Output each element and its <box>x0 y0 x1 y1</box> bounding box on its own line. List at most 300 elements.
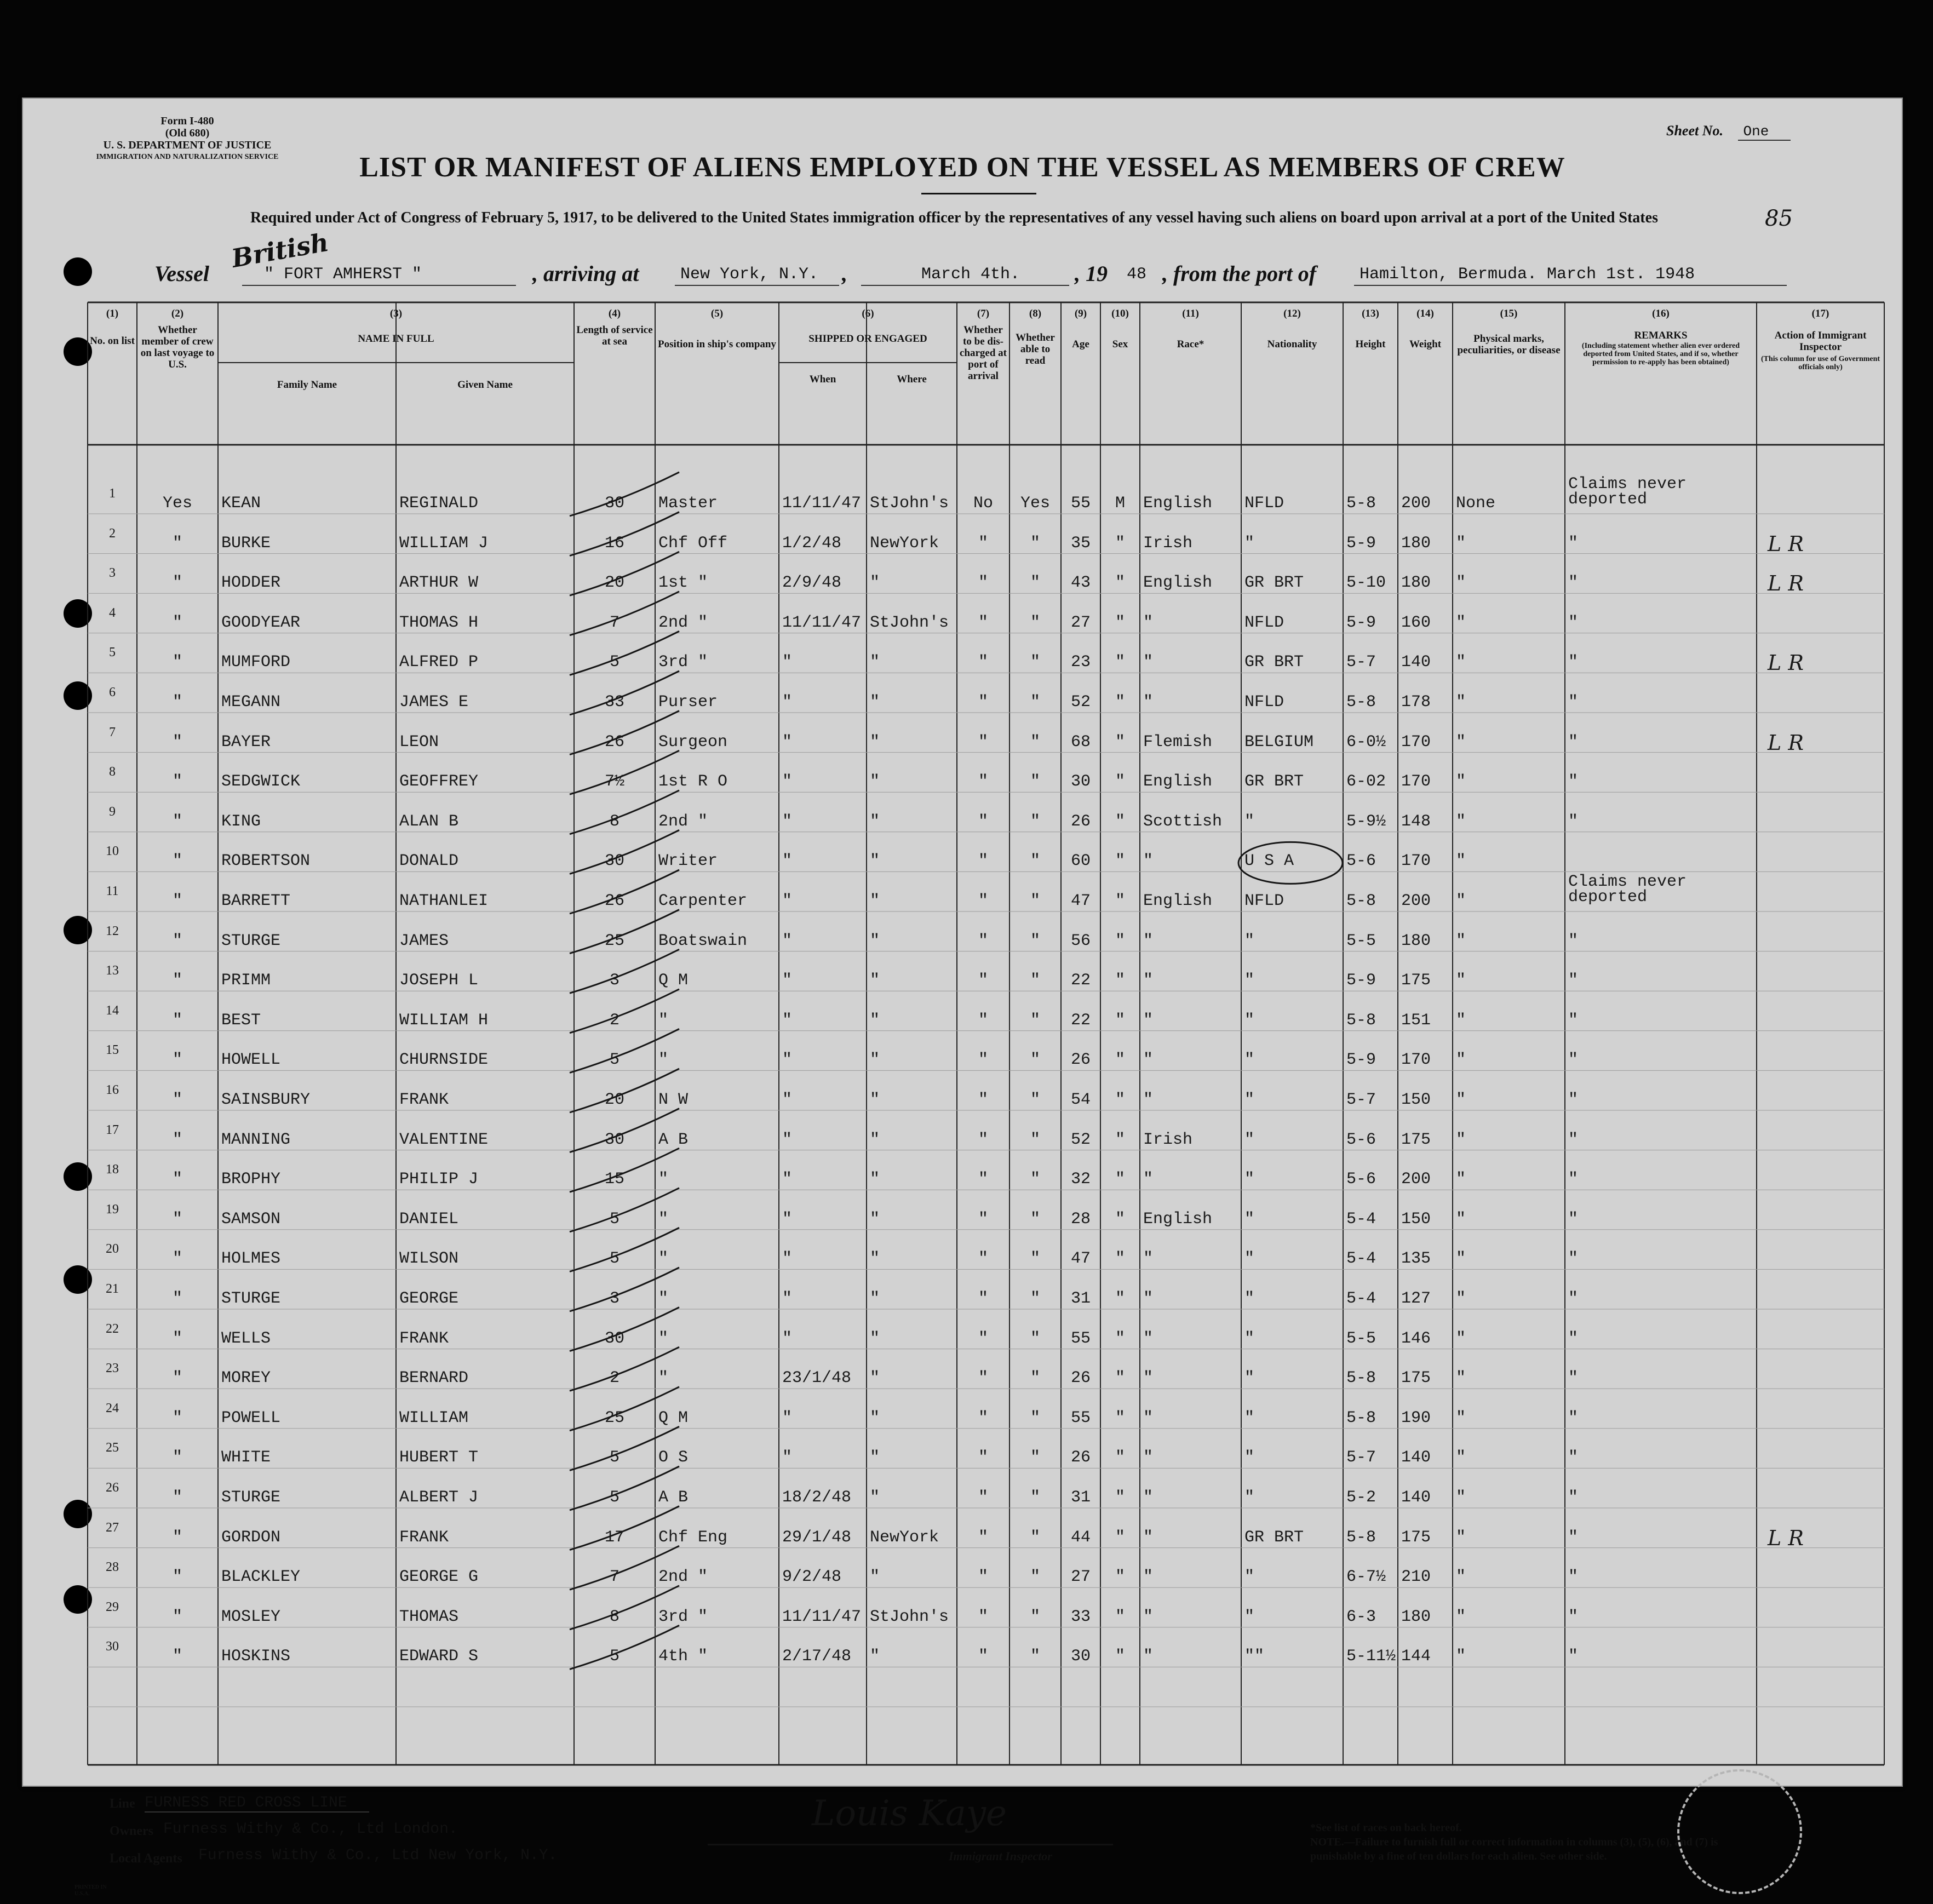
cell-height: 5-11½ <box>1346 1647 1396 1666</box>
page-subtitle: Required under Act of Congress of February 5, 1917, to be delivered to the United States immigration officer by the representatives of any vessel having such aliens on board upon arrival at a port of the United States <box>250 209 1658 226</box>
cell-weight: 180 <box>1401 574 1431 593</box>
cell-position: Q M <box>658 971 689 990</box>
table-row <box>88 1639 1884 1687</box>
cell-position: Purser <box>658 693 718 712</box>
cell-disch: " <box>978 1091 988 1109</box>
cell-physical: " <box>1456 1448 1466 1467</box>
cell-weight: 170 <box>1401 852 1431 871</box>
cell-weight: 150 <box>1401 1209 1431 1229</box>
cell-sex: " <box>1115 1091 1125 1109</box>
title-rule <box>921 193 1036 194</box>
cell-where: " <box>870 1091 880 1109</box>
cell-given: ARTHUR W <box>399 574 479 593</box>
cell-race: Irish <box>1143 1130 1193 1149</box>
cell-disch: " <box>978 1170 988 1189</box>
cell-where: " <box>870 653 880 672</box>
cell-physical: " <box>1456 892 1466 910</box>
cell-nat: GR BRT <box>1244 1528 1304 1547</box>
cell-height: 5-2 <box>1346 1488 1376 1507</box>
cell-when: " <box>782 693 793 712</box>
cell-remarks: " <box>1568 534 1579 553</box>
cell-no: 19 <box>106 1202 119 1217</box>
cell-service: 20 <box>604 1091 624 1109</box>
cell-no: 22 <box>106 1321 119 1336</box>
cell-service: 5 <box>609 1448 620 1467</box>
cell-weight: 150 <box>1401 1091 1431 1109</box>
cell-service: 16 <box>604 534 624 553</box>
cell-race: " <box>1143 1488 1154 1507</box>
header-member-last-voyage: Whether member of crew on last voyage to U.S. <box>140 324 215 370</box>
table-row <box>88 475 1884 534</box>
header-race: Race* <box>1177 339 1204 350</box>
cell-race: " <box>1143 852 1154 871</box>
cell-race: " <box>1143 1011 1154 1030</box>
cell-weight: 175 <box>1401 1369 1431 1388</box>
cell-sex: " <box>1115 653 1125 672</box>
owners-value: Furness Withy & Co., Ltd London. <box>163 1821 458 1838</box>
cell-position: N W <box>658 1091 689 1109</box>
header-length-service: Length of service at sea <box>576 324 653 347</box>
cell-physical: " <box>1456 1249 1466 1269</box>
owners-label: Owners <box>110 1824 153 1838</box>
cell-disch: " <box>978 772 988 792</box>
cell-family: MOSLEY <box>221 1607 281 1626</box>
cell-family: STURGE <box>221 1289 281 1308</box>
cell-age: 55 <box>1070 1408 1091 1427</box>
cell-age: 23 <box>1070 653 1091 672</box>
cell-member: " <box>172 1488 182 1507</box>
table-row <box>88 1560 1884 1607</box>
cell-member: " <box>172 1329 182 1348</box>
cell-age: 27 <box>1070 1568 1091 1587</box>
arriving-port: New York, N.Y. <box>680 265 819 284</box>
cell-read: " <box>1030 931 1040 950</box>
cell-member: " <box>172 1568 182 1587</box>
cell-age: 54 <box>1070 1091 1091 1109</box>
cell-when: " <box>782 1448 793 1467</box>
cell-where: " <box>870 852 880 871</box>
cell-member: " <box>172 1607 182 1626</box>
cell-age: 43 <box>1070 574 1091 593</box>
cell-physical: " <box>1456 1051 1466 1070</box>
cell-physical: " <box>1456 1568 1466 1587</box>
cell-when: 18/2/48 <box>782 1488 852 1507</box>
punch-hole <box>64 257 92 286</box>
cell-sex: " <box>1115 534 1125 553</box>
cell-when: 23/1/48 <box>782 1369 852 1388</box>
table-row <box>88 924 1884 971</box>
sheet-value: One <box>1738 123 1791 141</box>
cell-family: POWELL <box>221 1408 281 1427</box>
cell-physical: " <box>1456 1209 1466 1229</box>
cell-member: " <box>172 892 182 910</box>
cell-when: " <box>782 892 793 910</box>
arriving-label: , arriving at <box>532 261 639 286</box>
cell-position: Master <box>658 494 718 513</box>
cell-height: 5-7 <box>1346 653 1376 672</box>
cell-member: Yes <box>162 494 192 513</box>
cell-sex: " <box>1115 1568 1125 1587</box>
cell-where: " <box>870 1289 880 1308</box>
cell-nat: NFLD <box>1244 693 1284 712</box>
cell-position: Boatswain <box>658 931 748 950</box>
cell-sex: " <box>1115 732 1125 752</box>
cell-sex: " <box>1115 1289 1125 1308</box>
cell-action: L R <box>1768 571 1804 596</box>
cell-race: " <box>1143 1170 1154 1189</box>
cell-weight: 178 <box>1401 693 1431 712</box>
cell-disch: " <box>978 1130 988 1149</box>
cell-no: 1 <box>109 486 116 501</box>
table-row <box>88 685 1884 732</box>
cell-height: 5-4 <box>1346 1209 1376 1229</box>
races-note: *See list of races on back hereof. <box>1310 1822 1462 1834</box>
cell-disch: " <box>978 1249 988 1269</box>
cell-sex: " <box>1115 1249 1125 1269</box>
cell-sex: " <box>1115 1130 1125 1149</box>
cell-disch: " <box>978 1568 988 1587</box>
cell-sex: " <box>1115 693 1125 712</box>
cell-read: " <box>1030 1488 1040 1507</box>
cell-member: " <box>172 812 182 831</box>
cell-remarks: " <box>1568 1408 1579 1427</box>
cell-member: " <box>172 1647 182 1666</box>
column-number: (3) <box>389 308 403 319</box>
cell-member: " <box>172 1289 182 1308</box>
cell-disch: " <box>978 1448 988 1467</box>
cell-remarks: " <box>1568 971 1579 990</box>
table-row <box>88 1599 1884 1647</box>
cell-position: " <box>658 1249 669 1269</box>
cell-physical: " <box>1456 574 1466 593</box>
header-name-in-full: NAME IN FULL <box>358 333 434 345</box>
cell-nat: " <box>1244 1369 1255 1388</box>
cell-race: " <box>1143 1568 1154 1587</box>
cell-read: " <box>1030 1647 1040 1666</box>
cell-given: LEON <box>399 732 439 752</box>
cell-disch: " <box>978 971 988 990</box>
table-row <box>88 1520 1884 1568</box>
cell-service: 5 <box>609 1051 620 1070</box>
cell-service: 25 <box>604 931 624 950</box>
cell-where: " <box>870 772 880 792</box>
cell-position: " <box>658 1289 669 1308</box>
header-given-name: Given Name <box>457 379 513 391</box>
cell-given: FRANK <box>399 1329 449 1348</box>
cell-nat: " <box>1244 1091 1255 1109</box>
cell-remarks: " <box>1568 732 1579 752</box>
cell-no: 27 <box>106 1520 119 1535</box>
cell-read: " <box>1030 732 1040 752</box>
cell-service: 7 <box>609 613 620 632</box>
cell-no: 21 <box>106 1282 119 1296</box>
cell-where: " <box>870 1011 880 1030</box>
cell-where: " <box>870 971 880 990</box>
form-old-number: (Old 680) <box>165 127 210 139</box>
cell-when: " <box>782 1130 793 1149</box>
from-label: , from the port of <box>1162 261 1317 286</box>
header-family-name: Family Name <box>277 379 337 391</box>
cell-no: 15 <box>106 1043 119 1058</box>
cell-nat: " <box>1244 1170 1255 1189</box>
cell-nat: NFLD <box>1244 892 1284 910</box>
cell-no: 13 <box>106 964 119 978</box>
header-discharged: Whether to be dis-charged at port of arrival <box>959 324 1007 382</box>
cell-race: " <box>1143 1091 1154 1109</box>
cell-no: 16 <box>106 1083 119 1097</box>
cell-action: L R <box>1768 1526 1804 1550</box>
cell-when: " <box>782 971 793 990</box>
vessel-label: Vessel <box>154 261 209 286</box>
cell-read: " <box>1030 812 1040 831</box>
cell-sex: " <box>1115 892 1125 910</box>
cell-action: L R <box>1768 651 1804 675</box>
department: U. S. DEPARTMENT OF JUSTICE <box>103 139 272 151</box>
cell-physical: " <box>1456 1170 1466 1189</box>
cell-height: 6-0½ <box>1346 732 1386 752</box>
cell-race: " <box>1143 971 1154 990</box>
cell-where: " <box>870 732 880 752</box>
cell-sex: " <box>1115 1369 1125 1388</box>
cell-age: 28 <box>1070 1209 1091 1229</box>
cell-when: 1/2/48 <box>782 534 842 553</box>
cell-sex: " <box>1115 1170 1125 1189</box>
cell-member: " <box>172 574 182 593</box>
cell-family: HODDER <box>221 574 281 593</box>
cell-given: VALENTINE <box>399 1130 489 1149</box>
cell-service: 30 <box>604 494 624 513</box>
cell-sex: " <box>1115 931 1125 950</box>
cell-position: A B <box>658 1130 689 1149</box>
table-row <box>88 1321 1884 1369</box>
cell-position: 3rd " <box>658 653 708 672</box>
cell-remarks: " <box>1568 1329 1579 1348</box>
cell-height: 5-8 <box>1346 1408 1376 1427</box>
line-value: FURNESS RED CROSS LINE <box>145 1794 369 1813</box>
cell-physical: " <box>1456 1528 1466 1547</box>
inspector-signature: Louis Kaye <box>812 1793 1007 1834</box>
cell-weight: 180 <box>1401 1607 1431 1626</box>
sheet-number <box>1666 123 1791 140</box>
cell-nat: " <box>1244 1568 1255 1587</box>
penalty-note: NOTE.—Failure to furnish full or correct information in columns (3), (5), (6), and (7) is punishable by a fine of ten dollars for each alien. See other side. <box>1310 1836 1718 1862</box>
cell-height: 5-9 <box>1346 1051 1376 1070</box>
cell-weight: 200 <box>1401 1170 1431 1189</box>
cell-physical: " <box>1456 1408 1466 1427</box>
cell-family: BURKE <box>221 534 271 553</box>
cell-race: " <box>1143 1607 1154 1626</box>
cell-position: " <box>658 1209 669 1229</box>
cell-no: 18 <box>106 1162 119 1177</box>
header-sex: Sex <box>1112 339 1128 350</box>
cell-family: GOODYEAR <box>221 613 301 632</box>
cell-when: " <box>782 1051 793 1070</box>
from-port: Hamilton, Bermuda. March 1st. 1948 <box>1360 265 1695 284</box>
cell-when: " <box>782 772 793 792</box>
cell-age: 27 <box>1070 613 1091 632</box>
cell-race: " <box>1143 1408 1154 1427</box>
table-row <box>88 1361 1884 1408</box>
cell-when: " <box>782 1408 793 1427</box>
cell-where: " <box>870 1369 880 1388</box>
cell-sex: " <box>1115 1528 1125 1547</box>
cell-no: 8 <box>109 765 116 779</box>
cell-position: 1st " <box>658 574 708 593</box>
cell-read: " <box>1030 1011 1040 1030</box>
cell-weight: 135 <box>1401 1249 1431 1269</box>
cell-read: " <box>1030 574 1040 593</box>
cell-remarks: " <box>1568 1289 1579 1308</box>
cell-action: L R <box>1768 730 1804 755</box>
cell-age: 55 <box>1070 494 1091 513</box>
cell-service: 8 <box>609 812 620 831</box>
cell-family: HOWELL <box>221 1051 281 1070</box>
cell-weight: 180 <box>1401 931 1431 950</box>
line-label: Line <box>110 1797 135 1811</box>
cell-family: SAINSBURY <box>221 1091 311 1109</box>
cell-where: " <box>870 1051 880 1070</box>
cell-sex: " <box>1115 1011 1125 1030</box>
cell-member: " <box>172 1408 182 1427</box>
cell-disch: " <box>978 1488 988 1507</box>
cell-service: 5 <box>609 653 620 672</box>
cell-service: 30 <box>604 1130 624 1149</box>
column-number: (2) <box>171 308 184 319</box>
cell-member: " <box>172 1051 182 1070</box>
cell-weight: 127 <box>1401 1289 1431 1308</box>
cell-member: " <box>172 931 182 950</box>
cell-position: " <box>658 1170 669 1189</box>
cell-position: A B <box>658 1488 689 1507</box>
cell-race: " <box>1143 653 1154 672</box>
cell-race: English <box>1143 772 1213 792</box>
cell-when: 11/11/47 <box>782 494 862 513</box>
cell-position: Surgeon <box>658 732 728 752</box>
cell-read: " <box>1030 1528 1040 1547</box>
cell-action: L R <box>1768 531 1804 556</box>
cell-given: WILLIAM <box>399 1408 469 1427</box>
crew-table <box>88 302 1884 1765</box>
cell-given: THOMAS <box>399 1607 459 1626</box>
cell-when: " <box>782 1091 793 1109</box>
cell-read: " <box>1030 693 1040 712</box>
cell-physical: " <box>1456 693 1466 712</box>
column-number: (15) <box>1500 308 1518 319</box>
cell-read: " <box>1030 1130 1040 1149</box>
cell-age: 30 <box>1070 1647 1091 1666</box>
cell-service: 8 <box>609 1607 620 1626</box>
manifest-sheet <box>22 98 1903 1897</box>
cell-no: 2 <box>109 526 116 541</box>
cell-where: NewYork <box>870 1528 939 1547</box>
table-row <box>88 1162 1884 1209</box>
cell-physical: " <box>1456 971 1466 990</box>
cell-given: WILSON <box>399 1249 459 1269</box>
cell-remarks: Claims never deported <box>1568 873 1687 907</box>
cell-sex: M <box>1115 494 1125 513</box>
column-number: (4) <box>608 308 621 319</box>
header-weight: Weight <box>1409 339 1442 350</box>
cell-age: 31 <box>1070 1289 1091 1308</box>
cell-age: 47 <box>1070 1249 1091 1269</box>
cell-service: 5 <box>609 1647 620 1666</box>
cell-physical: " <box>1456 732 1466 752</box>
cell-race: " <box>1143 1448 1154 1467</box>
cell-remarks: Claims never deported <box>1568 475 1687 509</box>
cell-family: MEGANN <box>221 693 281 712</box>
cell-sex: " <box>1115 1607 1125 1626</box>
vessel-name: " FORT AMHERST " <box>264 265 422 284</box>
cell-height: 5-8 <box>1346 892 1376 910</box>
cell-family: BARRETT <box>221 892 291 910</box>
cell-where: " <box>870 574 880 593</box>
cell-weight: 200 <box>1401 494 1431 513</box>
cell-service: 7 <box>609 1568 620 1587</box>
cell-read: " <box>1030 1369 1040 1388</box>
arrival-date: March 4th. <box>921 265 1020 284</box>
cell-age: 32 <box>1070 1170 1091 1189</box>
cell-nat: " <box>1244 1448 1255 1467</box>
cell-read: " <box>1030 852 1040 871</box>
cell-disch: " <box>978 1408 988 1427</box>
cell-service: 33 <box>604 693 624 712</box>
cell-given: FRANK <box>399 1091 449 1109</box>
cell-given: GEOFFREY <box>399 772 479 792</box>
cell-where: " <box>870 1329 880 1348</box>
cell-when: " <box>782 1289 793 1308</box>
cell-family: SAMSON <box>221 1209 281 1229</box>
cell-family: MUMFORD <box>221 653 291 672</box>
header-action-note: (This column for use of Government officials only) <box>1760 355 1880 371</box>
cell-member: " <box>172 1528 182 1547</box>
cell-position: 1st R O <box>658 772 728 792</box>
cell-service: 26 <box>604 892 624 910</box>
cell-when: " <box>782 852 793 871</box>
cell-where: " <box>870 1130 880 1149</box>
cell-no: 30 <box>106 1639 119 1654</box>
cell-remarks: " <box>1568 1209 1579 1229</box>
cell-no: 9 <box>109 804 116 819</box>
cell-family: BAYER <box>221 732 271 752</box>
cell-no: 24 <box>106 1401 119 1415</box>
cell-race: English <box>1143 574 1213 593</box>
table-row <box>88 873 1884 931</box>
cell-nat: U S A <box>1244 852 1294 871</box>
cell-position: " <box>658 1051 669 1070</box>
cell-weight: 175 <box>1401 1130 1431 1149</box>
cell-sex: " <box>1115 1051 1125 1070</box>
cell-where: " <box>870 1209 880 1229</box>
cell-nat: " <box>1244 1249 1255 1269</box>
cell-height: 6-7½ <box>1346 1568 1386 1587</box>
cell-read: " <box>1030 1568 1040 1587</box>
cell-read: Yes <box>1020 494 1050 513</box>
cell-read: " <box>1030 1249 1040 1269</box>
cell-where: " <box>870 693 880 712</box>
cell-remarks: " <box>1568 1568 1579 1587</box>
cell-weight: 200 <box>1401 892 1431 910</box>
table-row <box>88 1441 1884 1488</box>
cell-weight: 140 <box>1401 1448 1431 1467</box>
cell-sex: " <box>1115 812 1125 831</box>
cell-nat: GR BRT <box>1244 772 1304 792</box>
cell-family: MOREY <box>221 1369 271 1388</box>
cell-given: WILLIAM H <box>399 1011 489 1030</box>
cell-height: 5-7 <box>1346 1448 1376 1467</box>
cell-physical: " <box>1456 1488 1466 1507</box>
agents-label: Local Agents <box>110 1851 182 1866</box>
cell-given: WILLIAM J <box>399 534 489 553</box>
